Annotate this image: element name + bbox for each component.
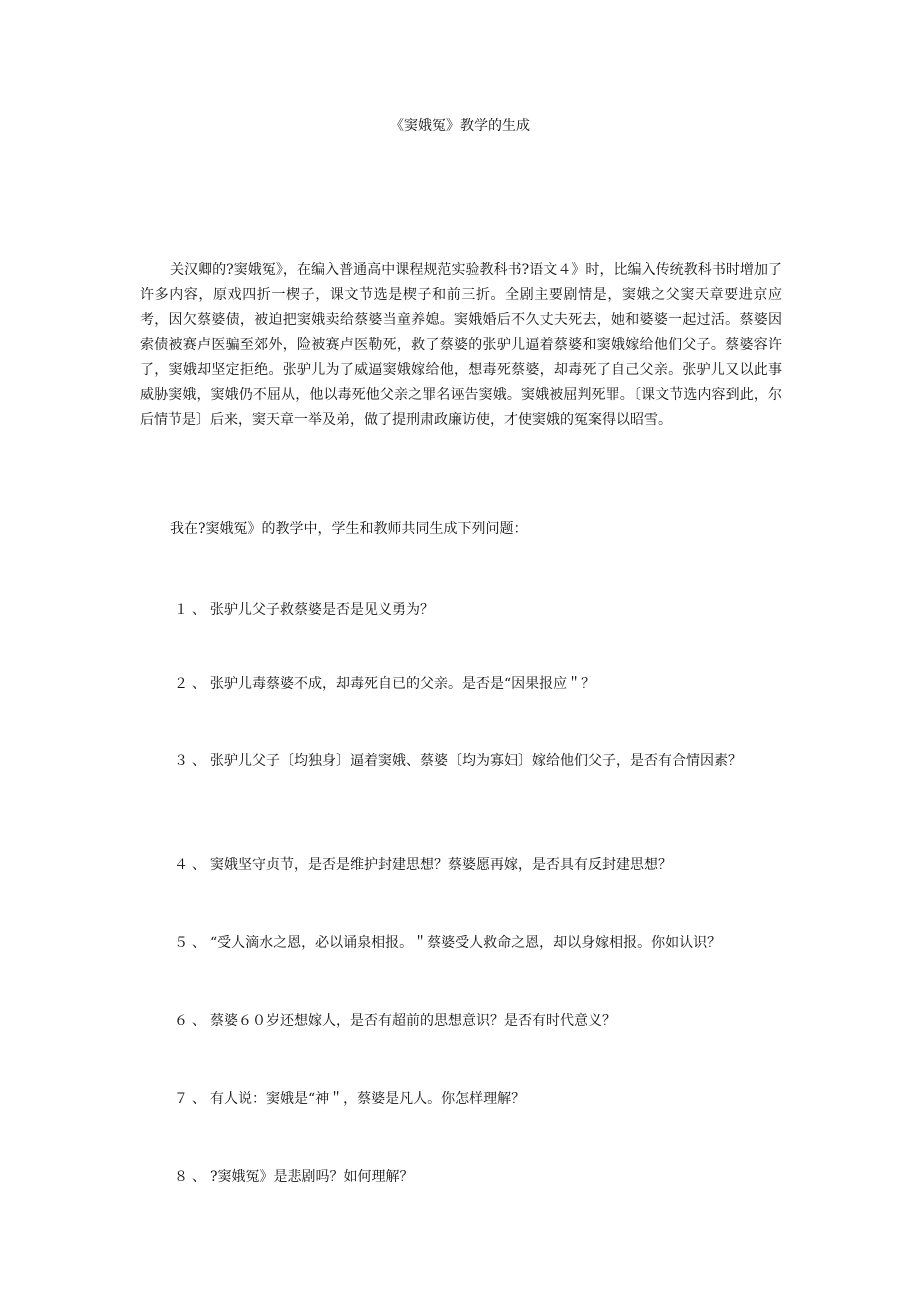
question-text: ?窦娥冤》是悲剧吗？如何理解？ <box>210 1169 414 1185</box>
question-item <box>140 1087 795 1112</box>
question-text: 张驴儿父子救蔡婆是否是见义勇为？ <box>210 602 434 618</box>
question-text: 有人说：窦娥是“神＂，蔡婆是凡人。你怎样理解？ <box>210 1091 526 1107</box>
question-number: ６、 <box>174 1013 210 1029</box>
question-number: ８、 <box>174 1169 210 1185</box>
question-text: “受人滴水之恩，必以诵泉相报。＂蔡婆受人救命之恩，却以身嫁相报。你如认识？ <box>210 935 722 951</box>
question-number: １、 <box>174 602 210 618</box>
question-text: 张驴儿毒蔡婆不成，却毒死自已的父亲。是否是“因果报应＂？ <box>210 676 596 692</box>
question-text: 蔡婆６０岁还想嫁人，是否有超前的思想意识？是否有时代意义？ <box>210 1013 616 1029</box>
intro-paragraph: 关汉卿的?窦娥冤》，在编入普通高中课程规范实验教科书?语文４》时，比编入传统教科书时增加了许多内容，原戏四折一楔子，课文节选是楔子和前三折。全剧主要剧情是，窦娥之父窦天章要进京应考，因欠蔡婆债，被迫把窦娥卖给蔡婆当童养媳。窦娥婚后不久丈夫死去，她和婆婆一起过活。蔡婆因索债被赛卢医骗至郊外，险被赛卢医勒死，救了蔡婆的张驴儿逼着蔡婆和窦娥嫁给他们父子。蔡婆容许了，窦娥却坚定拒绝。张驴儿为了威逼窦娥嫁给他，想毒死蔡婆，却毒死了自己父亲。张驴儿又以此事威胁窦娥，窦娥仍不屈从，他以毒死他父亲之罪名诬告窦娥。窦娥被屈判死罪。〔课文节选内容到此，尔后情节是〕后来，窦天章一举及弟，做了提刑肃政廉访使，才使窦娥的冤案得以昭雪。 <box>140 262 782 428</box>
lead-paragraph: 我在?窦娥冤》的教学中，学生和教师共同生成下列问题： <box>170 521 528 537</box>
question-text: 窦娥坚守贞节，是否是维护封建思想？蔡婆愿再嫁，是否具有反封建思想？ <box>210 857 672 873</box>
question-number: ２、 <box>174 676 210 692</box>
question-number: ４、 <box>174 857 210 873</box>
question-item <box>140 1009 795 1034</box>
document-title: 《窦娥冤》教学的生成 <box>390 118 530 134</box>
question-text: 张驴儿父子〔均独身〕逼着窦娥、蔡婆〔均为寡妇〕嫁给他们父子，是否有合情因素？ <box>210 753 742 769</box>
question-number: ７、 <box>174 1091 210 1107</box>
question-item <box>140 931 800 956</box>
question-item <box>140 598 795 623</box>
question-item <box>140 1165 795 1190</box>
question-item <box>140 672 795 697</box>
question-number: ５、 <box>174 935 210 951</box>
question-item <box>140 853 795 878</box>
question-number: ３、 <box>174 753 210 769</box>
question-item <box>140 749 795 774</box>
